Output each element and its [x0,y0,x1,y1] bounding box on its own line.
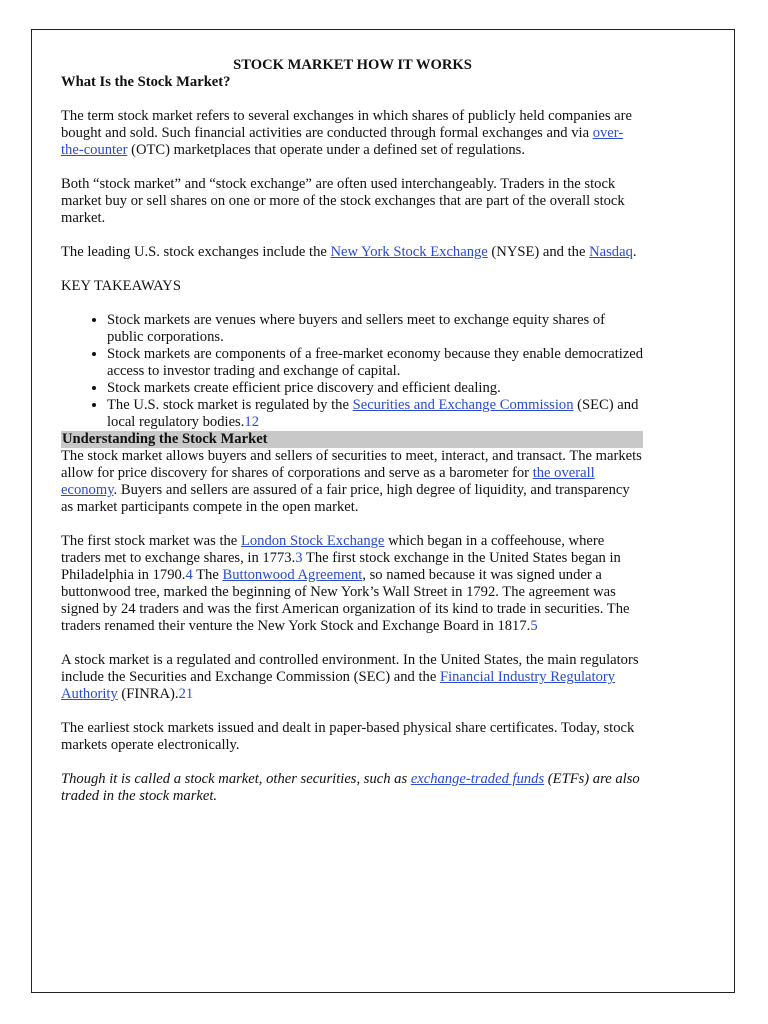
document-body [61,57,644,805]
text-run: The first stock exchange in the United States began in Philadelphia in 1790. [61,550,621,583]
text-run: The first stock market was the [61,533,241,549]
footnote-ref: 3 [295,550,303,566]
footnote-ref: 5 [530,618,538,634]
section-heading-understanding: Understanding the Stock Market [61,431,643,448]
text-run: (SEC) and local regulatory bodies. [107,397,639,430]
footnote-ref: 21 [178,686,194,702]
text-run: Though it is called a stock market, other securities, such as [61,771,411,787]
paragraph-interchangeable: Both “stock market” and “stock exchange” are often used interchangeably. Traders in the stock market buy or sell shares on one or more of the stock exchanges that are part of the overall stock market. [61,176,625,226]
text-run: The U.S. stock market is regulated by the [107,397,353,413]
text-run: The [192,567,223,583]
text-run: (NYSE) and the [487,244,590,260]
key-takeaways-label: KEY TAKEAWAYS [61,278,181,294]
paragraph-electronic: The earliest stock markets issued and dealt in paper-based physical share certificates. Today, stock markets operate electronically. [61,720,635,753]
list-item [107,397,644,431]
link-london-stock-exchange[interactable]: London Stock Exchange [240,533,385,549]
text-run: (ETFs) are also traded in the stock market. [61,771,640,804]
section-heading-what-is: What Is the Stock Market? [61,74,231,90]
link-over-the-counter[interactable]: over-the-counter [61,125,624,158]
text-run: The leading U.S. stock exchanges include the [61,244,331,260]
footnote-ref: 4 [185,567,193,583]
link-nyse[interactable]: New York Stock Exchange [330,244,488,260]
link-overall-economy[interactable]: the overall economy [61,465,595,498]
text-run: (FINRA). [117,686,179,702]
paragraph-definition [61,108,644,159]
text-run: The stock market allows buyers and sellers of securities to meet, interact, and transact. The markets allow for price discovery for shares of corporations and serve as a barometer for [61,448,642,481]
link-sec[interactable]: Securities and Exchange Commission [352,397,574,413]
text-run: . [632,244,637,260]
paragraph-regulation [61,652,644,703]
footnote-ref: 12 [244,414,259,430]
document-title: STOCK MARKET HOW IT WORKS [233,57,472,73]
link-finra[interactable]: Financial Industry Regulatory Authority [61,669,616,702]
paragraph-us-exchanges [61,244,644,261]
text-run: which began in a coffeehouse, where traders met to exchange shares, in 1773. [61,533,605,566]
link-etfs[interactable]: exchange-traded funds [410,771,545,787]
paragraph-understanding [61,448,644,516]
paragraph-history [61,533,644,635]
link-buttonwood-agreement[interactable]: Buttonwood Agreement [222,567,363,583]
paragraph-etfs [61,771,644,805]
text-run: . Buyers and sellers are assured of a fair price, high degree of liquidity, and transparency as market participants compete in the open market. [61,482,630,515]
link-nasdaq[interactable]: Nasdaq [589,244,633,260]
text-run: , so named because it was signed under a buttonwood tree, marked the beginning of New York’s Wall Street in 1792. The agreement was signed by 24 traders and was the first American organization of its kind to trade in securities. The traders renamed their venture the New York Stock and Exchange Board in 1817. [61,567,630,634]
text-run: (OTC) marketplaces that operate under a defined set of regulations. [127,142,525,158]
text-run: The term stock market refers to several exchanges in which shares of publicly held companies are bought and sold. Such financial activities are conducted through formal exchanges and via [61,108,632,141]
list-item: • Stock markets create efficient price discovery and efficient dealing. [107,380,644,397]
text-run: A stock market is a regulated and controlled environment. In the United States, the main regulators include the Securities and Exchange Commission (SEC) and the [61,652,639,685]
list-item: • Stock markets are components of a free-market economy because they enable democratized access to investor trading and exchange of capital. [107,346,644,380]
key-takeaways-list [61,312,644,431]
list-item: • Stock markets are venues where buyers and sellers meet to exchange equity shares of public corporations. [107,312,644,346]
